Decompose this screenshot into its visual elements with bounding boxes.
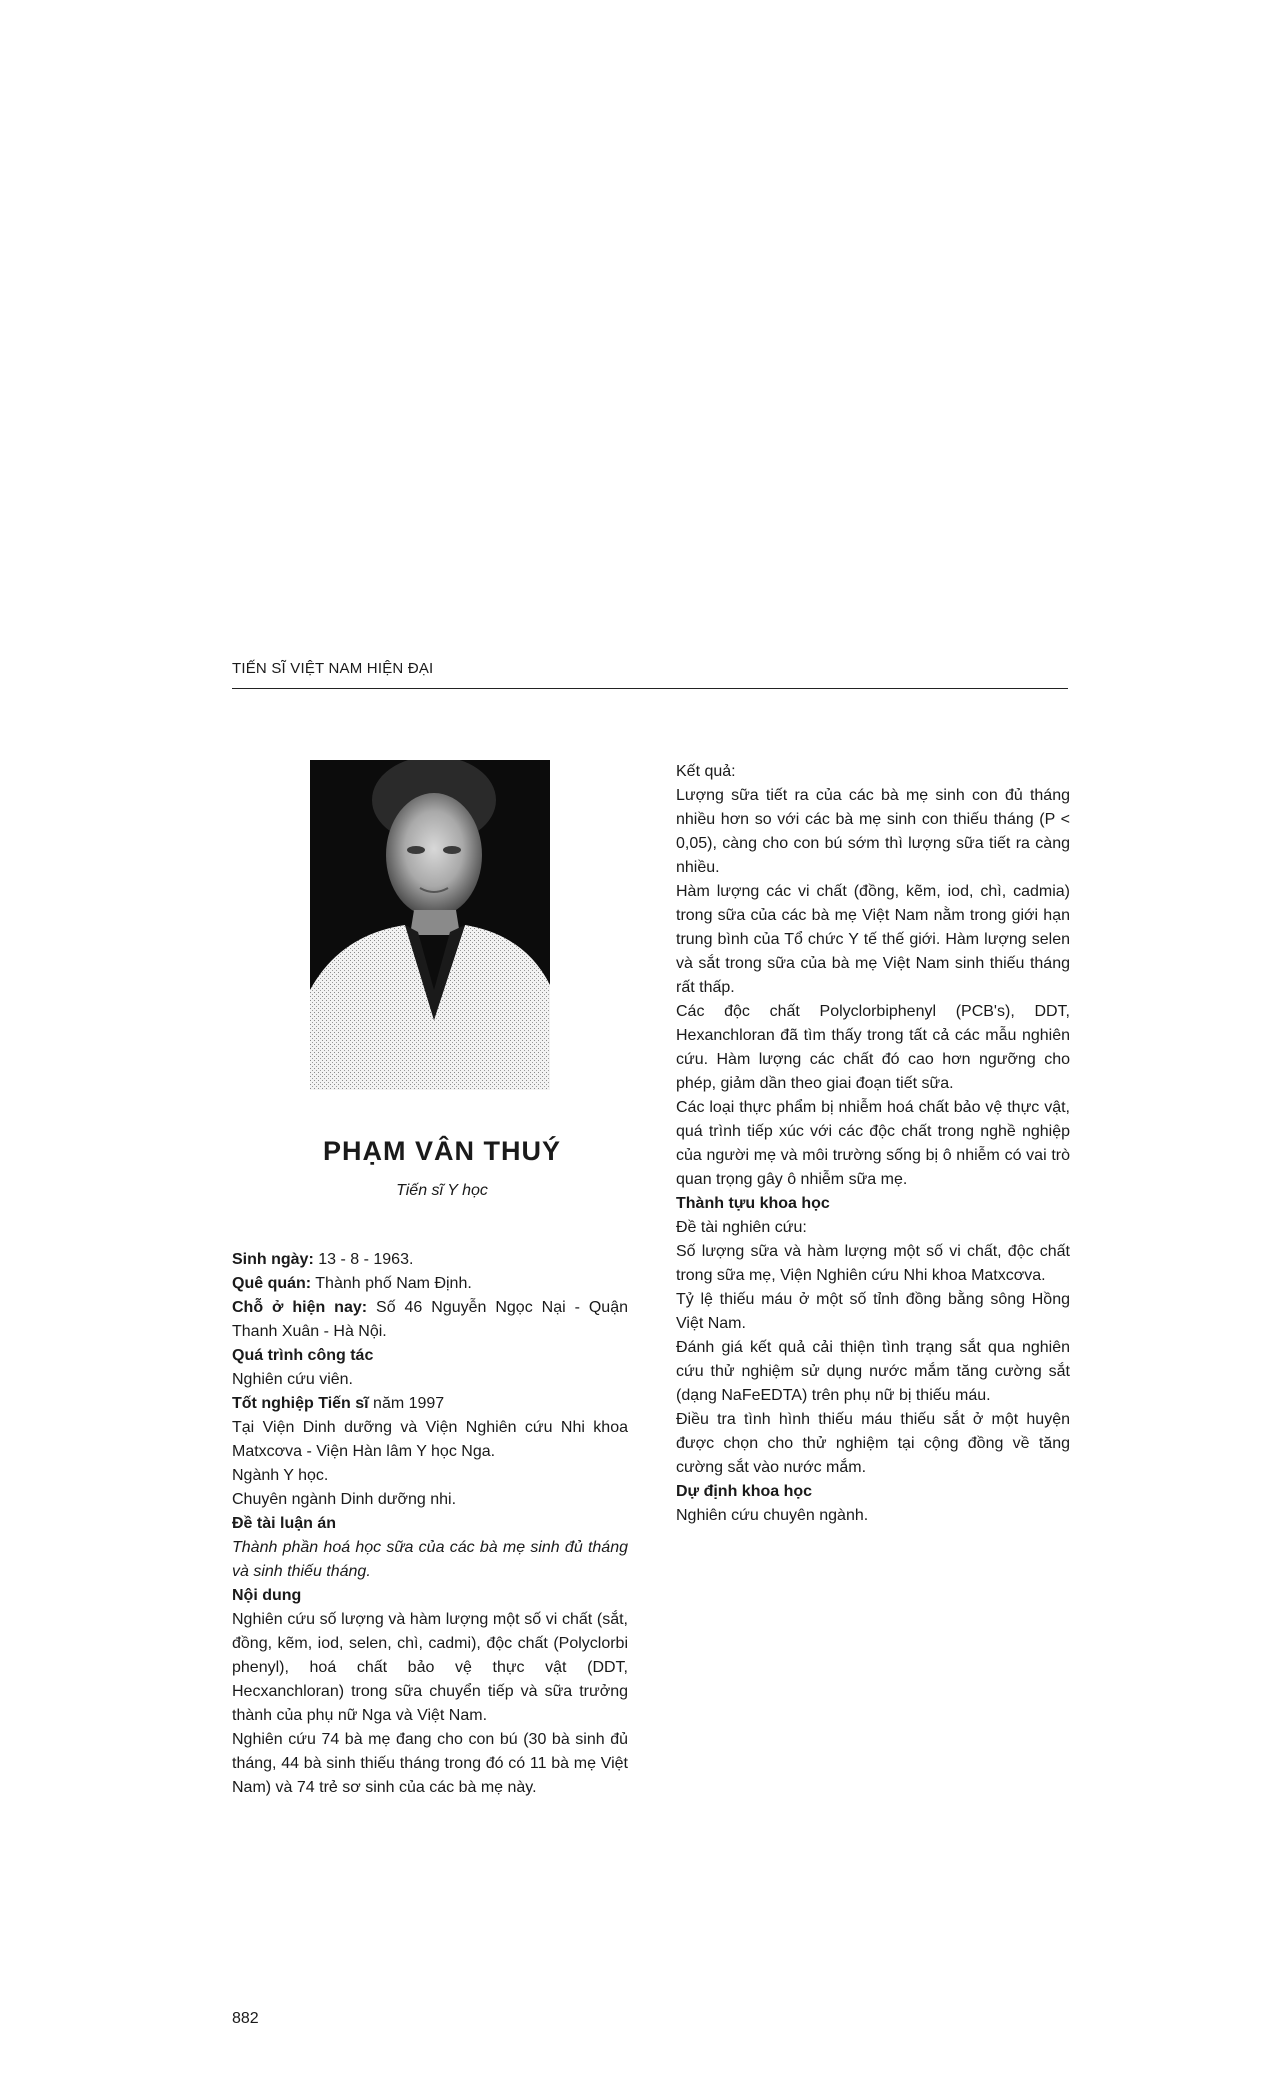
header-rule xyxy=(232,688,1068,689)
residence-label: Chỗ ở hiện nay: xyxy=(232,1299,368,1316)
hometown-label: Quê quán: xyxy=(232,1275,312,1292)
plans-text: Nghiên cứu chuyên ngành. xyxy=(676,1507,869,1524)
thesis-heading: Đề tài luận án xyxy=(232,1515,337,1532)
achievement-item: Tỷ lệ thiếu máu ở một số tỉnh đồng bằng sông Hồng Việt Nam. xyxy=(676,1291,1070,1332)
running-header: TIẾN SĨ VIỆT NAM HIỆN ĐẠI xyxy=(232,660,434,677)
page-number: 882 xyxy=(232,2010,259,2027)
residence-value: Số 46 Nguyễn Ngọc Nại - Quận Thanh Xuân - Hà Nội. xyxy=(232,1299,628,1340)
achievement-item: Số lượng sữa và hàm lượng một số vi chất, độc chất trong sữa mẹ, Viện Nghiên cứu Nhi khoa Matxcơva. xyxy=(676,1243,1070,1284)
thesis-title: Thành phần hoá học sữa của các bà mẹ sinh đủ tháng và sinh thiếu tháng. xyxy=(232,1539,628,1580)
portrait-photo xyxy=(310,760,550,1090)
birth-line xyxy=(232,1248,628,1272)
person-name: PHẠM VÂN THUÝ xyxy=(322,1136,561,1166)
hometown-value: Thành phố Nam Định. xyxy=(315,1275,472,1292)
graduation-line: Ngành Y học. xyxy=(232,1467,329,1484)
graduation-heading-year: năm 1997 xyxy=(368,1395,445,1412)
results-paragraph: Hàm lượng các vi chất (đồng, kẽm, iod, chì, cadmia) trong sữa của các bà mẹ Việt Nam nằm trong giới hạn trung bình của Tổ chức Y tế thế giới. Hàm lượng selen và sắt trong sữa của bà mẹ Việt Nam sinh thiếu tháng rất thấp. xyxy=(676,883,1070,996)
achievements-intro: Đề tài nghiên cứu: xyxy=(676,1219,807,1236)
graduation-heading-bold: Tốt nghiệp Tiến sĩ xyxy=(232,1395,369,1412)
content-paragraph: Nghiên cứu số lượng và hàm lượng một số vi chất (sắt, đồng, kẽm, iod, selen, chì, cadmi), độc chất (Polyclorbi phenyl), hoá chất bảo vệ thực vật (DDT, Hecxanchloran) trong sữa chuyển tiếp và sữa trưởng thành của phụ nữ Nga và Việt Nam. xyxy=(232,1611,628,1724)
graduation-line: Tại Viện Dinh dưỡng và Viện Nghiên cứu Nhi khoa Matxcơva - Viện Hàn lâm Y học Nga. xyxy=(232,1419,628,1460)
hometown-line xyxy=(232,1272,628,1296)
portrait-illustration xyxy=(310,760,550,1090)
career-heading: Quá trình công tác xyxy=(232,1347,374,1364)
birth-value: 13 - 8 - 1963. xyxy=(318,1251,414,1268)
plans-heading: Dự định khoa học xyxy=(676,1483,813,1500)
birth-label: Sinh ngày: xyxy=(232,1251,314,1268)
content-paragraph: Nghiên cứu 74 bà mẹ đang cho con bú (30 bà sinh đủ tháng, 44 bà sinh thiếu tháng trong đó có 11 bà mẹ Việt Nam) và 74 trẻ sơ sinh của các bà mẹ này. xyxy=(232,1731,628,1796)
results-heading: Kết quả: xyxy=(676,763,736,780)
results-paragraph: Lượng sữa tiết ra của các bà mẹ sinh con đủ tháng nhiều hơn so với các bà mẹ sinh con thiếu tháng (P < 0,05), càng cho con bú sớm thì lượng sữa tiết ra càng nhiều. xyxy=(676,787,1070,876)
achievement-item: Đánh giá kết quả cải thiện tình trạng sắt qua nghiên cứu thử nghiệm sử dụng nước mắm tăng cường sắt (dạng NaFeEDTA) trên phụ nữ bị thiếu máu. xyxy=(676,1339,1070,1404)
content-heading: Nội dung xyxy=(232,1587,302,1604)
person-degree: Tiến sĩ Y học xyxy=(396,1182,488,1199)
right-column xyxy=(676,760,1070,1528)
achievement-item: Điều tra tình hình thiếu máu thiếu sắt ở một huyện được chọn cho thử nghiệm tại cộng đồng về tăng cường sắt vào nước mắm. xyxy=(676,1411,1070,1476)
graduation-heading xyxy=(232,1392,628,1416)
results-paragraph: Các độc chất Polyclorbiphenyl (PCB's), DDT, Hexanchloran đã tìm thấy trong tất cả các mẫu nghiên cứu. Hàm lượng các chất đó cao hơn ngưỡng cho phép, giảm dần theo giai đoạn tiết sữa. xyxy=(676,1003,1070,1092)
left-column xyxy=(232,1248,628,1800)
career-text: Nghiên cứu viên. xyxy=(232,1371,353,1388)
residence-line xyxy=(232,1296,628,1344)
achievements-heading: Thành tựu khoa học xyxy=(676,1195,830,1212)
results-paragraph: Các loại thực phẩm bị nhiễm hoá chất bảo vệ thực vật, quá trình tiếp xúc với các độc chất trong nghề nghiệp của người mẹ và môi trường sống bị ô nhiễm có vai trò quan trọng gây ô nhiễm sữa mẹ. xyxy=(676,1099,1070,1188)
graduation-line: Chuyên ngành Dinh dưỡng nhi. xyxy=(232,1491,457,1508)
